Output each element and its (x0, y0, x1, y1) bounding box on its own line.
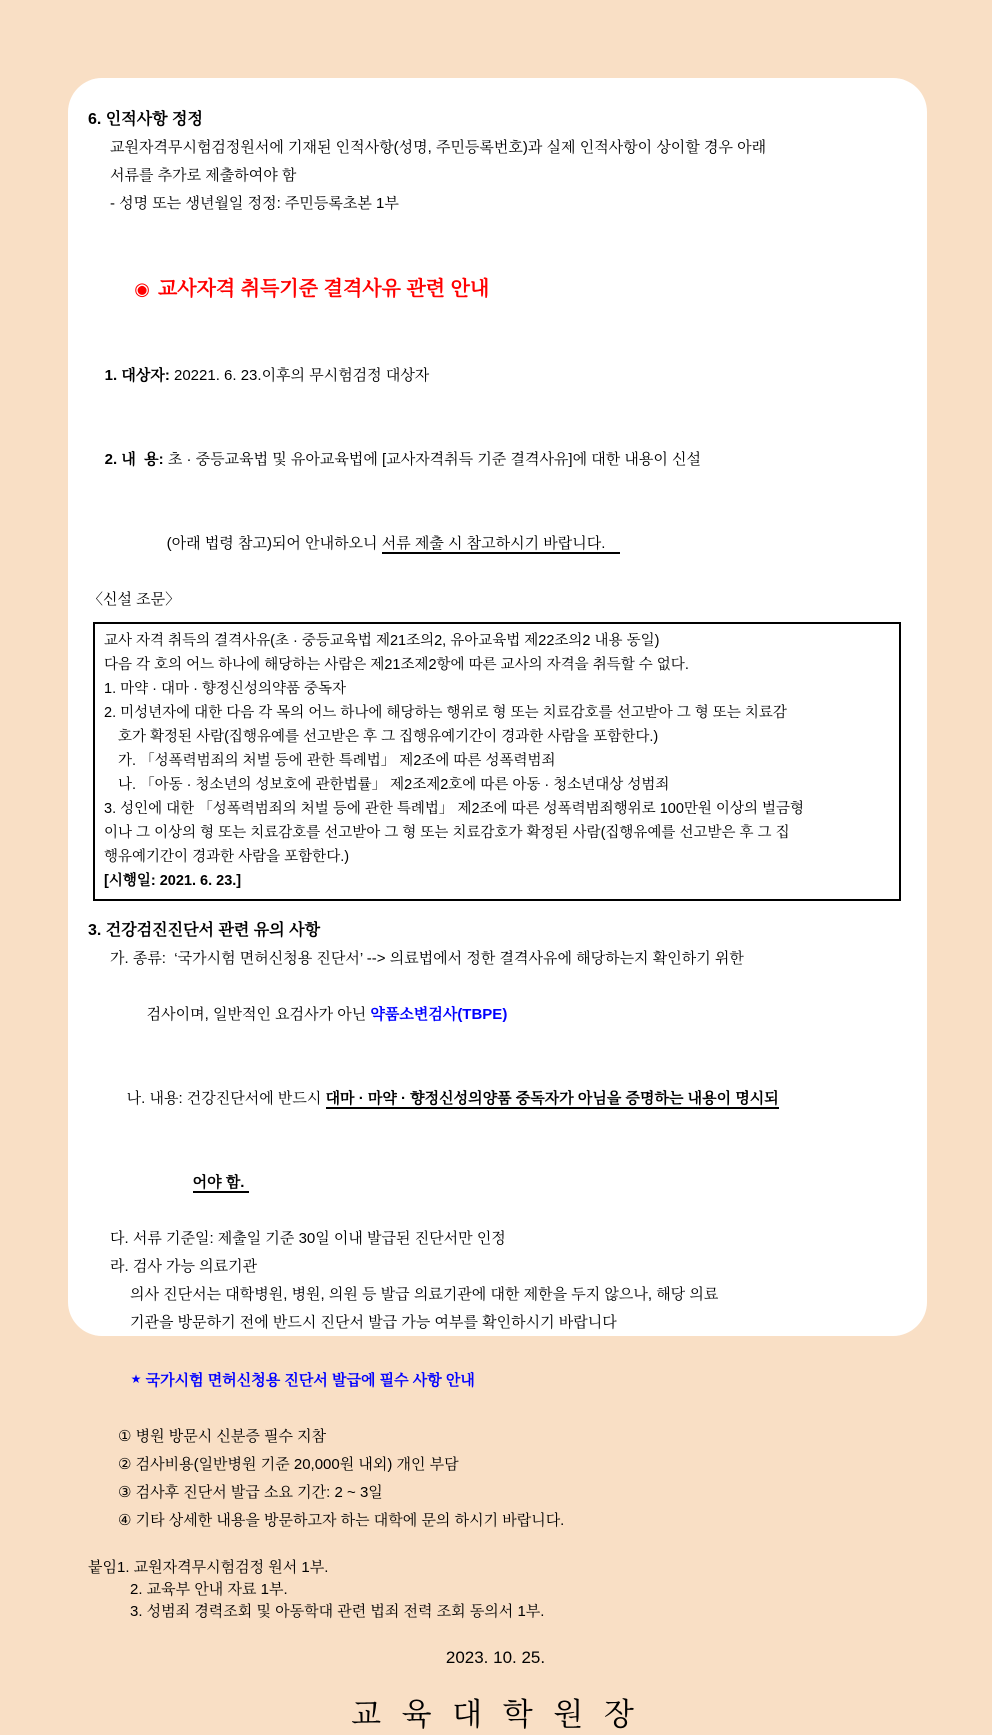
law-line: 가. 「성폭력범죄의 처벌 등에 관한 특례법」 제2조에 따른 성폭력범죄 (118, 753, 556, 769)
new-clause-label: 〈신설 조문〉 (88, 591, 181, 608)
notice-item2-line2-prefix: (아래 법령 참고)되어 안내하오니 (166, 535, 382, 552)
attachment-line3: 3. 성범죄 경력조회 및 아동학대 관련 법죄 전력 조회 동의서 1부. (130, 1603, 545, 1620)
notice-item2-line2 (88, 502, 903, 586)
health-star-text: 국가시험 면허신청용 진단서 발급에 필수 사항 안내 (141, 1372, 475, 1389)
health-da-line: 다. 서류 기준일: 제출일 기준 30일 이내 발급된 진단서만 인정 (110, 1230, 506, 1247)
health-ra-body1: 의사 진단서는 대학병원, 병원, 의원 등 발급 의료기관에 대한 제한을 두지 않으나, 해당 의료 (130, 1286, 719, 1303)
notice-item1-text: 20221. 6. 23.이후의 무시험검정 대상자 (169, 367, 430, 384)
attachment-line2: 2. 교육부 안내 자료 1부. (130, 1581, 288, 1598)
document-date: 2023. 10. 25. (445, 1648, 546, 1667)
law-line: 3. 성인에 대한 「성폭력범죄의 처벌 등에 관한 특례법」 제2조에 따른 성폭력범죄행위로 100만원 이상의 벌금형 (104, 801, 805, 817)
signature-title: 교 육 대 학 원 장 (351, 1697, 640, 1732)
health-ga-line2 (88, 973, 903, 1057)
law-box (93, 622, 901, 901)
health-ga-line2-blue: 약품소변검사(TBPE) (370, 1006, 508, 1023)
law-line: 행유예기간이 경과한 사람을 포함한다.) (104, 849, 350, 865)
health-na-bold1: 대마 · 마약 · 향정신성의양품 중독자가 아님을 증명하는 내용이 명시되 (325, 1090, 779, 1107)
notice-item2 (88, 418, 903, 502)
law-line: 다음 각 호의 어느 하나에 해당하는 사람은 제21조제2항에 따른 교사의 자격을 취득할 수 없다. (104, 657, 689, 673)
section6-line2: 서류를 추가로 제출하여야 함 (110, 167, 297, 184)
section6-line3: - 성명 또는 생년월일 정정: 주민등록초본 1부 (110, 195, 399, 212)
notice-item1 (88, 334, 903, 418)
notice-item2-label: 2. 내 용: (104, 451, 164, 468)
law-line: 1. 마약 · 대마 · 향정신성의약품 중독자 (104, 681, 347, 697)
attachments (88, 1557, 903, 1623)
health-item1: ① 병원 방문시 신분증 필수 지참 (118, 1428, 327, 1445)
health-na-line1 (88, 1057, 903, 1141)
notice-title (88, 244, 903, 334)
health-na-bold2: 어야 함. (192, 1174, 249, 1191)
health-ga-line2-prefix: 검사이며, 일반적인 요검사가 아닌 (146, 1006, 371, 1023)
section6-line1: 교원자격무시험검정원서에 기재된 인적사항(성명, 주민등록번호)과 실제 인적사항이 상이할 경우 아래 (110, 139, 767, 156)
health-na-line2 (88, 1141, 903, 1225)
health-star-line (88, 1337, 903, 1423)
health-title: 3. 건강검진진단서 관련 유의 사항 (88, 922, 321, 939)
fisheye-bullet-icon: ◉ (134, 279, 150, 299)
notice-item2-underlined: 서류 제출 시 참고하시기 바랍니다. (382, 535, 620, 554)
health-ra-line: 라. 검사 가능 의료기관 (110, 1258, 258, 1275)
law-line: 2. 미성년자에 대한 다음 각 목의 어느 하나에 해당하는 행위로 형 또는 치료감호를 선고받아 그 형 또는 치료감 (104, 705, 787, 721)
law-line: 이나 그 이상의 형 또는 치료감호를 선고받아 그 형 또는 치료감호가 확정된 사람(집행유예를 선고받은 후 그 집 (104, 825, 790, 841)
law-line: 나. 「아동 · 청소년의 성보호에 관한법률」 제2조제2호에 따른 아동 · 청소년대상 성범죄 (118, 777, 670, 793)
health-item3: ③ 검사후 진단서 발급 소요 기간: 2 ~ 3일 (118, 1484, 383, 1501)
law-effective-date: [시행일: 2021. 6. 23.] (104, 873, 242, 889)
law-line: 교사 자격 취득의 결격사유(초 · 중등교육법 제21조의2, 유아교육법 제22조의2 내용 동일) (104, 633, 660, 649)
notice-item1-label: 1. 대상자: (104, 367, 170, 384)
health-ra-body2: 기관을 방문하기 전에 반드시 진단서 발급 가능 여부를 확인하시기 바랍니다 (130, 1314, 617, 1331)
document-panel (68, 78, 927, 1732)
star-icon: ★ (130, 1372, 142, 1386)
law-line: 호가 확정된 사람(집행유예를 선고받은 후 그 집행유예기간이 경과한 사람을 포함한다.) (118, 729, 659, 745)
health-na-label: 나. 내용: 건강진단서에 반드시 (126, 1090, 326, 1107)
section6-title: 6. 인적사항 정정 (88, 111, 203, 128)
notice-item2-text: 초 · 중등교육법 및 유아교육법에 [교사자격취득 기준 결격사유]에 대한 내용이 신설 (163, 451, 702, 468)
health-item4: ④ 기타 상세한 내용을 방문하고자 하는 대학에 문의 하시기 바랍니다. (118, 1512, 565, 1529)
notice-title-text: 교사자격 취득기준 결격사유 관련 안내 (157, 278, 490, 300)
health-ga-line1: 가. 종류: ‘국가시험 면허신청용 진단서’ --> 의료법에서 정한 결격사유에 해당하는지 확인하기 위한 (110, 950, 744, 967)
health-item2: ② 검사비용(일반병원 기준 20,000원 내외) 개인 부담 (118, 1456, 459, 1473)
attachment-line1: 붙임1. 교원자격무시험검정 원서 1부. (88, 1559, 329, 1576)
